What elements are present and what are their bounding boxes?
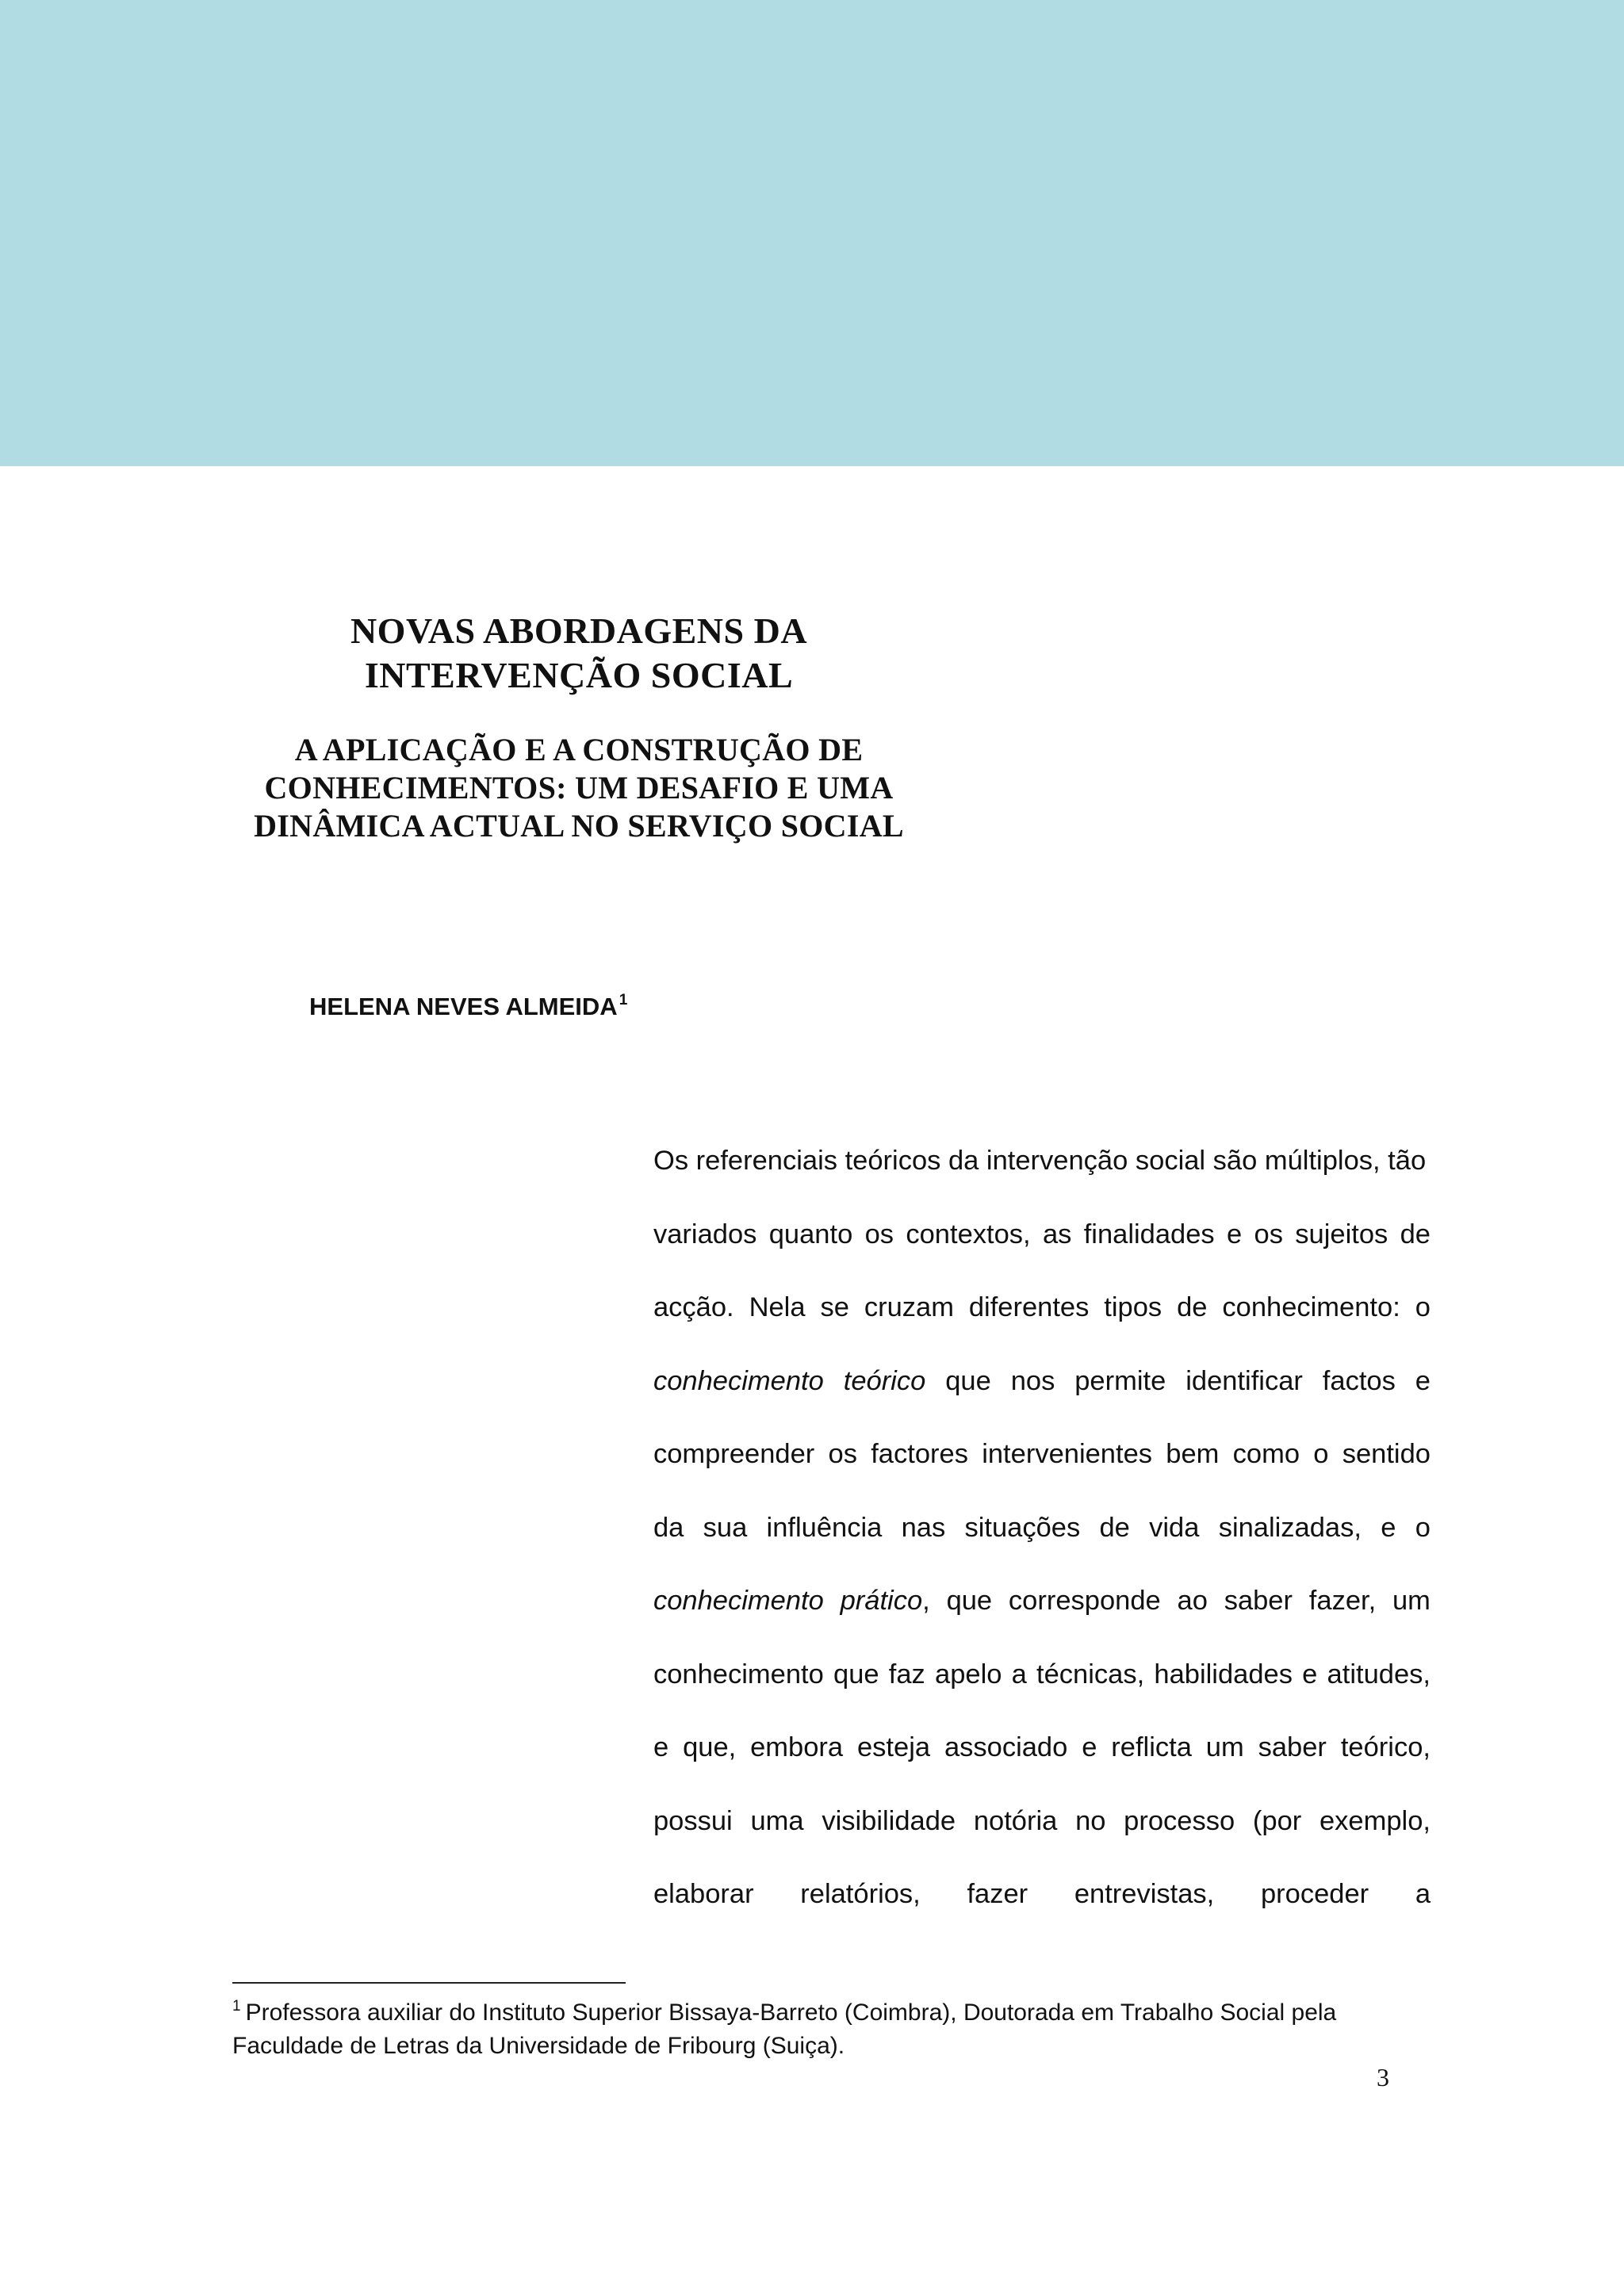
body-word: sinalizadas, <box>1218 1512 1362 1543</box>
body-word: teórico, <box>1340 1732 1431 1762</box>
body-word: processo <box>1124 1805 1235 1836</box>
body-word: (por <box>1252 1805 1302 1836</box>
body-word: e <box>1227 1219 1243 1249</box>
body-word: um <box>1392 1586 1431 1616</box>
body-word: como <box>1232 1439 1300 1469</box>
body-word: os <box>1254 1219 1283 1249</box>
main-title-line-2: INTERVENÇÃO SOCIAL <box>364 655 794 695</box>
body-word: vida <box>1149 1512 1200 1543</box>
body-word: finalidades <box>1083 1219 1215 1249</box>
body-word: conhecimento: <box>1222 1292 1400 1322</box>
body-word: as <box>1042 1219 1072 1249</box>
body-word: se <box>820 1292 849 1322</box>
body-word: os <box>828 1439 857 1469</box>
body-word: ao <box>1177 1586 1208 1616</box>
body-word: de <box>1099 1512 1130 1543</box>
body-word: compreender <box>653 1439 815 1469</box>
body-word: fazer <box>967 1879 1028 1909</box>
body-word: da <box>653 1512 684 1543</box>
body-word: e <box>1381 1512 1396 1543</box>
body-word: sua <box>703 1512 748 1543</box>
main-title-line-1: NOVAS ABORDAGENS DA <box>350 610 808 651</box>
body-word: bem <box>1166 1439 1220 1469</box>
body-word: que, <box>683 1732 737 1762</box>
footnote-text-1: Professora auxiliar do Instituto Superior Bissaya-Barreto (Coimbra), Doutorada em Trabalho Social pela <box>245 1999 1337 2026</box>
body-line <box>653 1435 1431 1509</box>
body-word: esteja <box>857 1732 931 1762</box>
body-word: exemplo, <box>1320 1805 1431 1836</box>
body-line <box>653 1728 1431 1802</box>
body-word: que <box>833 1659 879 1689</box>
body-word: o <box>1415 1512 1431 1543</box>
footnote <box>232 1996 1422 2063</box>
body-word: elaborar <box>653 1879 754 1909</box>
body-word: um <box>1205 1732 1244 1762</box>
body-word: uma <box>750 1805 804 1836</box>
body-word: o <box>1313 1439 1329 1469</box>
body-word: habilidades <box>1154 1659 1293 1689</box>
body-word: sujeitos <box>1295 1219 1388 1249</box>
body-word: de <box>1400 1219 1431 1249</box>
body-line <box>653 1582 1431 1655</box>
body-word: a <box>1415 1879 1431 1909</box>
body-word: identificar <box>1185 1365 1303 1396</box>
body-word: proceder <box>1260 1879 1369 1909</box>
body-word: fazer, <box>1308 1586 1377 1616</box>
body-word: quanto <box>768 1219 853 1249</box>
body-word: acção. <box>653 1292 734 1322</box>
body-word: permite <box>1074 1365 1166 1396</box>
body-word: diferentes <box>968 1292 1090 1322</box>
body-line <box>653 1875 1431 1949</box>
footnote-mark: 1 <box>232 1998 241 2015</box>
body-word: de <box>1177 1292 1208 1322</box>
body-word: possui <box>653 1805 733 1836</box>
body-line <box>653 1142 1431 1215</box>
body-word: variados <box>653 1219 757 1249</box>
body-word: intervenientes <box>982 1439 1153 1469</box>
body-line <box>653 1215 1431 1289</box>
body-word: saber <box>1258 1732 1327 1762</box>
body-line <box>653 1362 1431 1436</box>
body-word: que <box>946 1586 993 1616</box>
body-word: situações <box>964 1512 1081 1543</box>
body-word: reflicta <box>1111 1732 1192 1762</box>
body-word: o <box>1415 1292 1431 1322</box>
body-word: no <box>1075 1805 1106 1836</box>
body-word: entrevistas, <box>1074 1879 1215 1909</box>
body-word: nas <box>901 1512 946 1543</box>
body-word: prático, <box>840 1586 930 1616</box>
body-word: os <box>864 1219 894 1249</box>
body-word: saber <box>1224 1586 1293 1616</box>
author <box>309 993 627 1021</box>
body-word: corresponde <box>1008 1586 1161 1616</box>
body-word: a <box>1011 1659 1027 1689</box>
body-word: e <box>1302 1659 1318 1689</box>
body-word: e <box>1415 1365 1431 1396</box>
top-color-band <box>0 0 1624 466</box>
body-word: e <box>1082 1732 1097 1762</box>
footnote-divider <box>232 1982 626 1984</box>
subtitle <box>238 731 920 845</box>
body-line <box>653 1802 1431 1876</box>
body-word: técnicas, <box>1036 1659 1145 1689</box>
author-footnote-mark: 1 <box>619 992 628 1008</box>
body-word: notória <box>973 1805 1058 1836</box>
body-word: Nela <box>749 1292 806 1322</box>
body-word: nos <box>1010 1365 1055 1396</box>
page-number: 3 <box>1377 2063 1389 2091</box>
body-word: embora <box>750 1732 844 1762</box>
body-word: associado <box>944 1732 1068 1762</box>
footnote-line-1 <box>232 1996 1422 2030</box>
subtitle-line-3: DINÂMICA ACTUAL NO SERVIÇO SOCIAL <box>254 808 904 844</box>
subtitle-line-1: A APLICAÇÃO E A CONSTRUÇÃO DE <box>294 732 864 767</box>
body-line <box>653 1655 1431 1729</box>
subtitle-line-2: CONHECIMENTOS: UM DESAFIO E UMA <box>264 770 894 806</box>
body-word: e <box>653 1732 669 1762</box>
body-word: atitudes, <box>1327 1659 1431 1689</box>
body-word: apelo <box>935 1659 1002 1689</box>
body-word: relatórios, <box>800 1879 921 1909</box>
body-word: influência <box>766 1512 883 1543</box>
body-line <box>653 1288 1431 1362</box>
footnote-line-2: Faculdade de Letras da Universidade de Fribourg (Suiça). <box>232 2033 845 2059</box>
body-line <box>653 1509 1431 1582</box>
body-word: conhecimento <box>653 1365 824 1396</box>
body-word: conhecimento <box>653 1586 824 1616</box>
body-word: factos <box>1322 1365 1396 1396</box>
author-name: HELENA NEVES ALMEIDA <box>309 993 618 1020</box>
body-word: sentido <box>1342 1439 1431 1469</box>
body-word: Os referenciais teóricos da intervenção social são múltiplos, tão <box>653 1146 1427 1176</box>
body-word: conhecimento <box>653 1659 824 1689</box>
body-word: factores <box>871 1439 968 1469</box>
body-word: tipos <box>1104 1292 1162 1322</box>
body-paragraph <box>653 1142 1431 1949</box>
body-word: visibilidade <box>822 1805 956 1836</box>
body-word: cruzam <box>864 1292 954 1322</box>
body-word: contextos, <box>906 1219 1031 1249</box>
title-block <box>238 609 920 845</box>
body-word: faz <box>888 1659 925 1689</box>
body-word: que <box>945 1365 991 1396</box>
body-word: teórico <box>843 1365 926 1396</box>
